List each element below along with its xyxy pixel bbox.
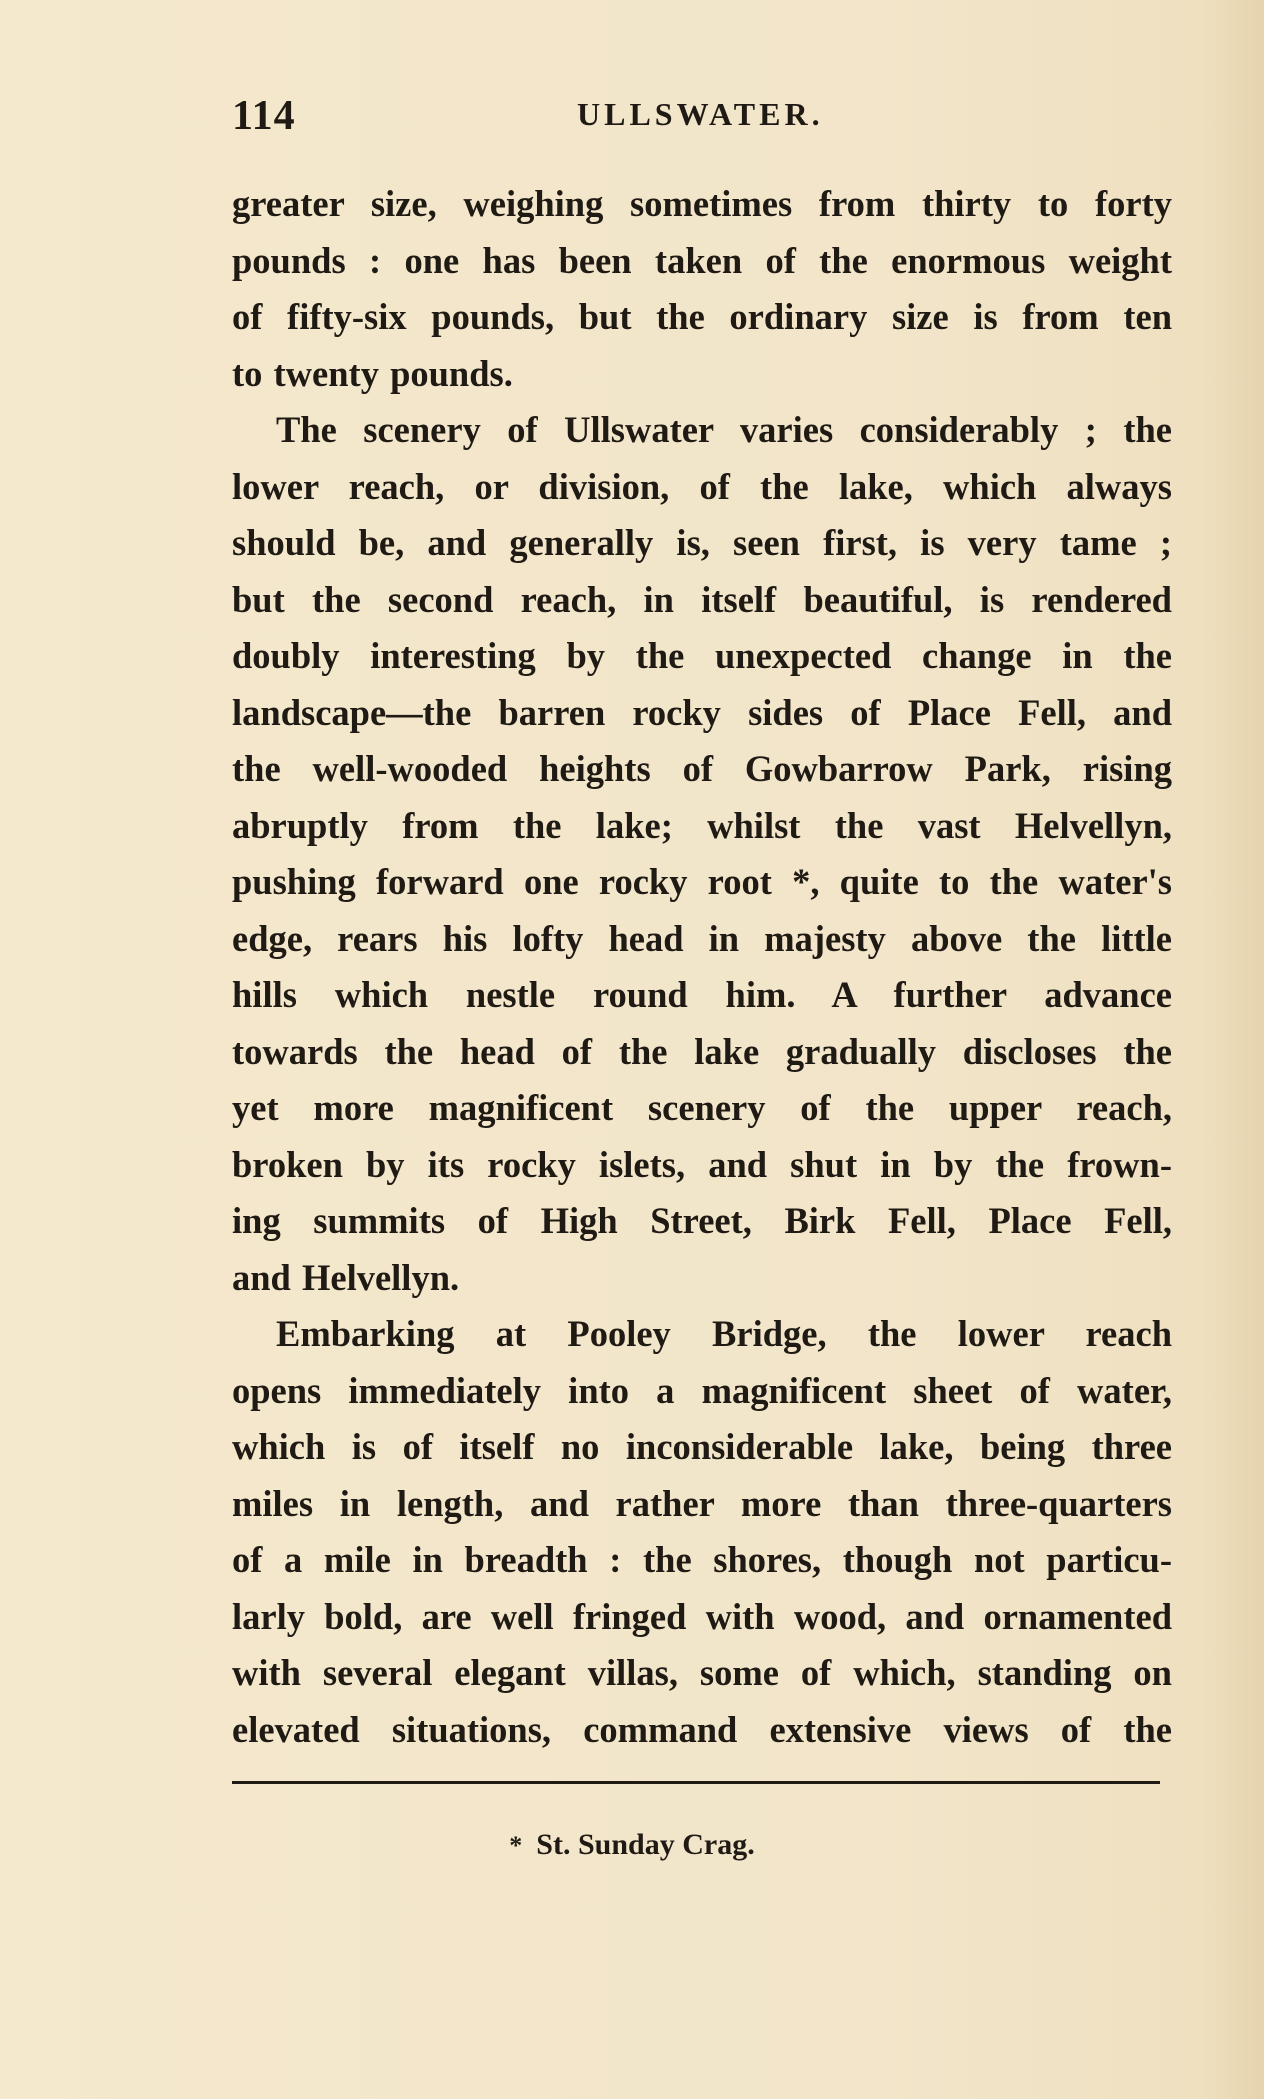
text-line: lower reach, or division, of the lake, which always [232,465,1172,507]
page-header [232,92,1162,152]
footnote-text: St. Sunday Crag. [536,1828,755,1861]
text-line: broken by its rocky islets, and shut in by the frown- [232,1143,1172,1185]
text-line: edge, rears his lofty head in majesty above the little [232,917,1172,959]
text-line: to twenty pounds. [232,352,513,394]
text-line: but the second reach, in itself beautiful, is rendered [232,578,1172,620]
text-line: doubly interesting by the unexpected change in the [232,635,1172,676]
text-line: Embarking at Pooley Bridge, the lower reach [276,1313,1172,1354]
text-line: towards the head of the lake gradually discloses the [232,1030,1172,1072]
text-line: the well-wooded heights of Gowbarrow Park, rising [232,748,1172,789]
running-head: ULLSWATER. [577,96,824,132]
text-line: and Helvellyn. [232,1256,460,1298]
text-line: should be, and generally is, seen first, is very tame ; [232,522,1172,563]
text-line: yet more magnificent scenery of the upper reach, [232,1087,1172,1128]
text-line: abruptly from the lake; whilst the vast Helvellyn, [232,804,1172,846]
page-number: 114 [232,93,296,139]
text-line: landscape—the barren rocky sides of Place Fell, and [232,691,1172,733]
text-line: opens immediately into a magnificent sheet of water, [232,1369,1172,1411]
footnote [0,1828,1264,1862]
text-line: of a mile in breadth : the shores, though not particu- [232,1539,1172,1580]
text-line: pushing forward one rocky root *, quite to the water's [232,861,1172,902]
text-line: of fifty-six pounds, but the ordinary size is from ten [232,296,1172,337]
footnote-rule [232,1781,1160,1784]
text-line: with several elegant villas, some of which, standing on [232,1652,1172,1693]
body-text [232,176,1172,1758]
text-line: elevated situations, command extensive views of the [232,1708,1172,1750]
text-line: pounds : one has been taken of the enormous weight [232,239,1172,281]
text-line: The scenery of Ullswater varies considerably ; the [276,409,1172,450]
text-line: which is of itself no inconsiderable lake, being three [232,1426,1172,1467]
text-line: greater size, weighing sometimes from thirty to forty [232,183,1172,224]
text-line: ing summits of High Street, Birk Fell, Place Fell, [232,1200,1172,1241]
text-line: larly bold, are well fringed with wood, and ornamented [232,1595,1172,1637]
text-line: hills which nestle round him. A further advance [232,974,1172,1015]
footnote-marker: * [509,1831,523,1860]
text-line: miles in length, and rather more than three-quarters [232,1482,1172,1524]
